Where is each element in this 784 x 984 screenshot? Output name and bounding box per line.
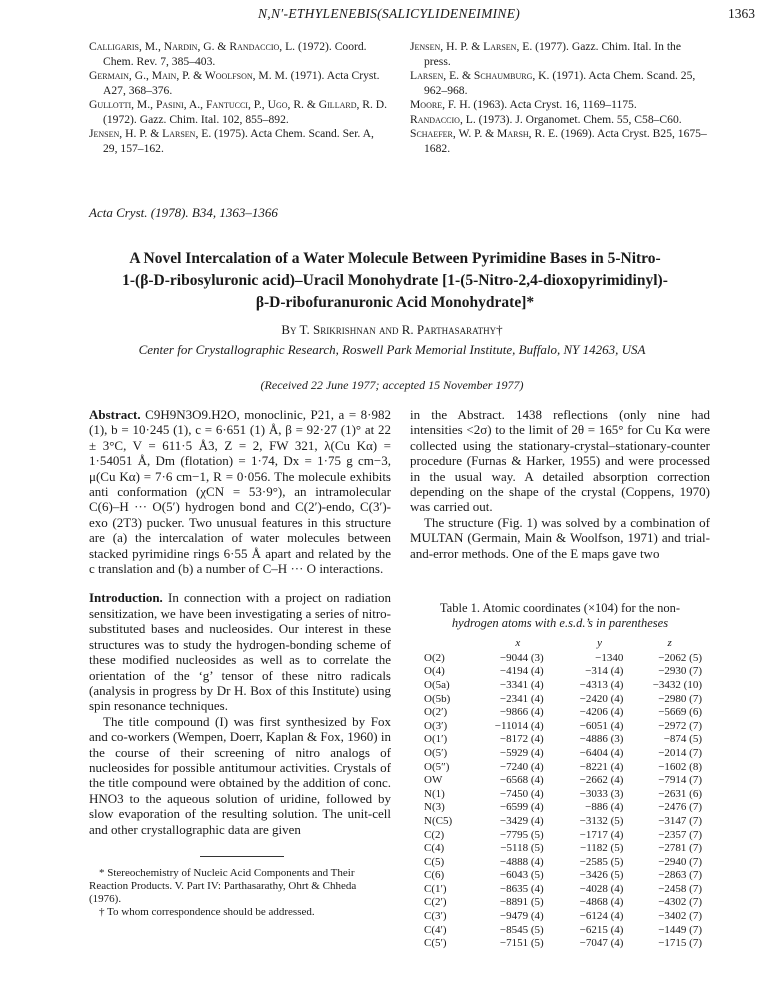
column-header-z: z (667, 637, 672, 649)
atom-label-cell: O(2′) (424, 706, 448, 719)
references-right (410, 40, 710, 156)
reference-item: Jensen, H. P. & Larsen, E. (1975). Acta Chem. Scand. Ser. A, 29, 157–162. (89, 127, 374, 155)
x-cell: −9479 (4) (499, 910, 544, 923)
z-cell: −3402 (7) (658, 910, 702, 923)
z-cell: −2980 (7) (658, 692, 702, 705)
z-cell: −2458 (7) (658, 882, 702, 895)
title-line: β-D-ribofuranuronic Acid Monohydrate]* (255, 294, 535, 311)
title-line: A Novel Intercalation of a Water Molecule Between Pyrimidine Bases in 5-Nitro- (129, 250, 661, 267)
x-cell: −3341 (4) (499, 678, 544, 691)
affiliation: Center for Crystallographic Research, Roswell Park Memorial Institute, Buffalo, NY 14263, USA (138, 342, 646, 357)
caption-line: Table 1. Atomic coordinates (×104) for the non- (439, 601, 681, 615)
column-header-y: y (597, 637, 602, 649)
y-cell: −4868 (4) (579, 896, 624, 909)
atom-label-cell: C(2′) (424, 896, 447, 909)
atom-label-cell: N(C5) (424, 814, 453, 827)
z-cell: −7914 (7) (658, 774, 702, 787)
table-row (424, 733, 702, 747)
z-cell: −2357 (7) (658, 828, 702, 841)
table-row (424, 909, 702, 923)
footnotes (89, 867, 391, 919)
structure-paragraph: The structure (Fig. 1) was solved by a combination of MULTAN (Germain, Main & Woolfson, 1971) and trial-and-error methods. One of the E maps gave two (410, 514, 710, 561)
reference-item: Schaefer, W. P. & Marsh, R. E. (1969). Acta Cryst. B25, 1675–1682. (410, 127, 707, 155)
table-row (424, 882, 702, 896)
x-cell: −2341 (4) (499, 692, 544, 705)
z-cell: −3432 (10) (652, 678, 702, 691)
z-cell: −4302 (7) (658, 896, 702, 909)
z-cell: −2930 (7) (658, 665, 702, 678)
table-row (424, 855, 702, 869)
y-cell: −1182 (5) (580, 842, 624, 855)
z-cell: −2014 (7) (658, 746, 702, 759)
table-row (424, 828, 702, 842)
atom-label-cell: C(5′) (424, 937, 447, 950)
intro-heading: Introduction. (89, 590, 163, 606)
x-cell: −6043 (5) (499, 869, 544, 882)
received-date: (Received 22 June 1977; accepted 15 November 1977) (260, 378, 524, 392)
y-cell: −314 (4) (585, 665, 624, 678)
table-body (424, 651, 702, 950)
y-cell: −2662 (4) (579, 774, 624, 787)
z-cell: −2972 (7) (658, 719, 702, 732)
table-row (424, 801, 702, 815)
x-cell: −7450 (4) (499, 787, 544, 800)
author-byline: By T. Srikrishnan and R. Parthasarathy† (281, 322, 503, 337)
atom-label-cell: O(3′) (424, 719, 448, 732)
table-row (424, 787, 702, 801)
table-header-row (424, 637, 702, 651)
title-line: 1-(β-D-ribosyluronic acid)–Uracil Monohydrate [1-(5-Nitro-2,4-dioxopyrimidinyl)- (122, 272, 668, 289)
z-cell: −2062 (5) (658, 651, 702, 664)
y-cell: −1340 (595, 651, 624, 664)
abstract-heading: Abstract. (89, 407, 141, 422)
intro-paragraph (89, 590, 391, 713)
journal-reference: Acta Cryst. (1978). B34, 1363–1366 (89, 205, 278, 220)
reference-item: Calligaris, M., Nardin, G. & Randaccio, L. (1972). Coord. Chem. Rev. 7, 385–403. (89, 40, 367, 68)
y-cell: −6051 (4) (579, 719, 624, 732)
x-cell: −4194 (4) (499, 665, 544, 678)
y-cell: −2420 (4) (579, 692, 624, 705)
column-header-atom (424, 637, 474, 651)
abstract-text: C9H9N3O9.H2O, monoclinic, P21, a = 8·982 (1), b = 10·245 (1), c = 6·651 (1) Å, β = 92·27 (1)° at 22 ± 3°C, V = 611·5 Å3, Z = 2, FW 321, λ(Cu Kα) = 1·54051 Å, Dm (flotation) = 1·74, Dx = 1·75 g cm−3, μ(Cu Kα) = 7·6 cm−1, R = 0·056. The molecule exhibits anti conformation (χCN = 53·9°), an intramolecular C(6)–H ··· O(5′) hydrogen bond and C(2′)-endo, C(3′)-exo (2T3) pucker. Two unusual features in this structure are (a) the intercalation of water molecules between stacked pyrimidine rings 6·55 Å apart and related by the c translation and (b) a number of C–H ··· O interactions. (89, 407, 391, 577)
table-row (424, 705, 702, 719)
atom-label-cell: N(1) (424, 787, 445, 800)
z-cell: −1449 (7) (658, 923, 702, 936)
y-cell: −3426 (5) (579, 869, 624, 882)
atom-label-cell: O(5″) (424, 760, 450, 773)
z-cell: −874 (5) (663, 733, 702, 746)
x-cell: −5929 (4) (499, 746, 544, 759)
coordinates-table (424, 637, 702, 950)
table-row (424, 814, 702, 828)
y-cell: −4886 (3) (579, 733, 624, 746)
table-row (424, 773, 702, 787)
table-row (424, 841, 702, 855)
article-title (80, 248, 710, 314)
atom-label-cell: O(5b) (424, 692, 451, 705)
z-cell: −2863 (7) (658, 869, 702, 882)
y-cell: −2585 (5) (579, 855, 624, 868)
z-cell: −2631 (6) (658, 787, 702, 800)
atom-label-cell: O(2) (424, 651, 445, 664)
table-row (424, 665, 702, 679)
atom-label-cell: O(4) (424, 665, 445, 678)
x-cell: −7151 (5) (499, 937, 544, 950)
table-row (424, 651, 702, 665)
y-cell: −6404 (4) (579, 746, 624, 759)
footnote-rule (200, 856, 284, 857)
atom-label-cell: OW (424, 774, 443, 787)
table-caption (404, 601, 716, 631)
x-cell: −8545 (5) (499, 923, 544, 936)
x-cell: −7240 (4) (499, 760, 544, 773)
z-cell: −2940 (7) (658, 855, 702, 868)
x-cell: −3429 (4) (499, 814, 544, 827)
z-cell: −1602 (8) (658, 760, 702, 773)
references-left (89, 40, 391, 156)
y-cell: −4206 (4) (579, 706, 624, 719)
right-column (410, 407, 710, 561)
z-cell: −3147 (7) (658, 814, 702, 827)
y-cell: −4313 (4) (579, 678, 624, 691)
x-cell: −5118 (5) (500, 842, 544, 855)
table-row (424, 719, 702, 733)
x-cell: −9866 (4) (499, 706, 544, 719)
y-cell: −886 (4) (585, 801, 624, 814)
z-cell: −2476 (7) (658, 801, 702, 814)
z-cell: −1715 (7) (658, 937, 702, 950)
atom-label-cell: C(1′) (424, 882, 447, 895)
x-cell: −8891 (5) (499, 896, 544, 909)
x-cell: −6599 (4) (499, 801, 544, 814)
y-cell: −8221 (4) (579, 760, 624, 773)
y-cell: −6215 (4) (579, 923, 624, 936)
caption-line: hydrogen atoms with e.s.d.’s in parentheses (451, 616, 669, 630)
table-row (424, 746, 702, 760)
y-cell: −6124 (4) (579, 910, 624, 923)
atom-label-cell: C(2) (424, 828, 445, 841)
table-row (424, 692, 702, 706)
atom-label-cell: O(1′) (424, 733, 448, 746)
x-cell: −8172 (4) (499, 733, 544, 746)
methods-paragraph: in the Abstract. 1438 reflections (only nine had intensities <2σ) to the limit of 2θ = 165° for Cu Kα were collected using the stationary-crystal–stationary-counter procedure (Furnas & Harker, 1955) and were processed in the usual way. A detailed absorption correction depending on the shape of the crystal (Coppens, 1970) was carried out. (410, 407, 710, 515)
left-column (89, 407, 391, 837)
reference-item: Jensen, H. P. & Larsen, E. (1977). Gazz. Chim. Ital. In the press. (410, 40, 681, 68)
x-cell: −8635 (4) (499, 882, 544, 895)
x-cell: −7795 (5) (499, 828, 544, 841)
atom-label-cell: O(5′) (424, 746, 448, 759)
atom-label-cell: C(6) (424, 869, 445, 882)
y-cell: −3132 (5) (579, 814, 624, 827)
table-row (424, 678, 702, 692)
z-cell: −5669 (6) (658, 706, 702, 719)
reference-item: Randaccio, L. (1973). J. Organomet. Chem. 55, C58–C60. (410, 112, 682, 126)
x-cell: −11014 (4) (494, 719, 544, 732)
x-cell: −9044 (3) (499, 651, 544, 664)
page-number: 1363 (728, 6, 755, 21)
table-row (424, 869, 702, 883)
reference-item: Gullotti, M., Pasini, A., Fantucci, P., Ugo, R. & Gillard, R. D. (1972). Gazz. Chim. Ital. 102, 855–892. (89, 98, 388, 126)
table-row (424, 760, 702, 774)
footnote-dagger: † To whom correspondence should be addressed. (99, 906, 315, 918)
atom-label-cell: O(5a) (424, 678, 450, 691)
y-cell: −4028 (4) (579, 882, 624, 895)
z-cell: −2781 (7) (658, 842, 702, 855)
x-cell: −4888 (4) (499, 855, 544, 868)
table-row (424, 923, 702, 937)
footnote-star: * Stereochemistry of Nucleic Acid Components and Their Reaction Products. V. Part IV: Parthasarathy, Ohrt & Chheda (1976). (89, 867, 357, 905)
table-row (424, 936, 702, 950)
atom-label-cell: C(5) (424, 855, 445, 868)
atom-label-cell: C(4′) (424, 923, 447, 936)
abstract-paragraph (89, 407, 391, 576)
column-header-x: x (515, 637, 521, 649)
intro-text: In connection with a project on radiation sensitization, we have been investigating a series of nitro-substituted bases and nucleosides. Our interest in these structures was to study the hydrogen-bonding scheme of these modified nucleosides as well as to correlate the orientation of the ‘g’ tensor of these nitro radicals (analysis in progress by Dr H. Box of this Institute) using spin resonance techniques. (89, 590, 392, 714)
y-cell: −3033 (3) (579, 787, 624, 800)
reference-item: Germain, G., Main, P. & Woolfson, M. M. (1971). Acta Cryst. A27, 368–376. (89, 69, 380, 97)
intro-paragraph-2: The title compound (I) was first synthesized by Fox and co-workers (Wempen, Doerr, Kaplan & Fox, 1960) in the course of their screening of nitro analogs of nucleosides for possible antitumour activities. Crystals of the title compound were obtained by the addition of conc. HNO3 to the aqueous solution of uridine, followed by slow evaporation of the resulting solution. The unit-cell and other crystallographic data are given (89, 713, 391, 837)
atom-label-cell: N(3) (424, 801, 445, 814)
y-cell: −1717 (4) (579, 828, 624, 841)
atom-label-cell: C(3′) (424, 910, 447, 923)
running-head: N,N′-ETHYLENEBIS(SALICYLIDENEIMINE) (258, 6, 521, 21)
x-cell: −6568 (4) (499, 774, 544, 787)
atom-label-cell: C(4) (424, 842, 445, 855)
reference-item: Moore, F. H. (1963). Acta Cryst. 16, 1169–1175. (410, 98, 637, 111)
table-row (424, 896, 702, 910)
y-cell: −7047 (4) (579, 937, 624, 950)
reference-item: Larsen, E. & Schaumburg, K. (1971). Acta Chem. Scand. 25, 962–968. (410, 69, 696, 97)
